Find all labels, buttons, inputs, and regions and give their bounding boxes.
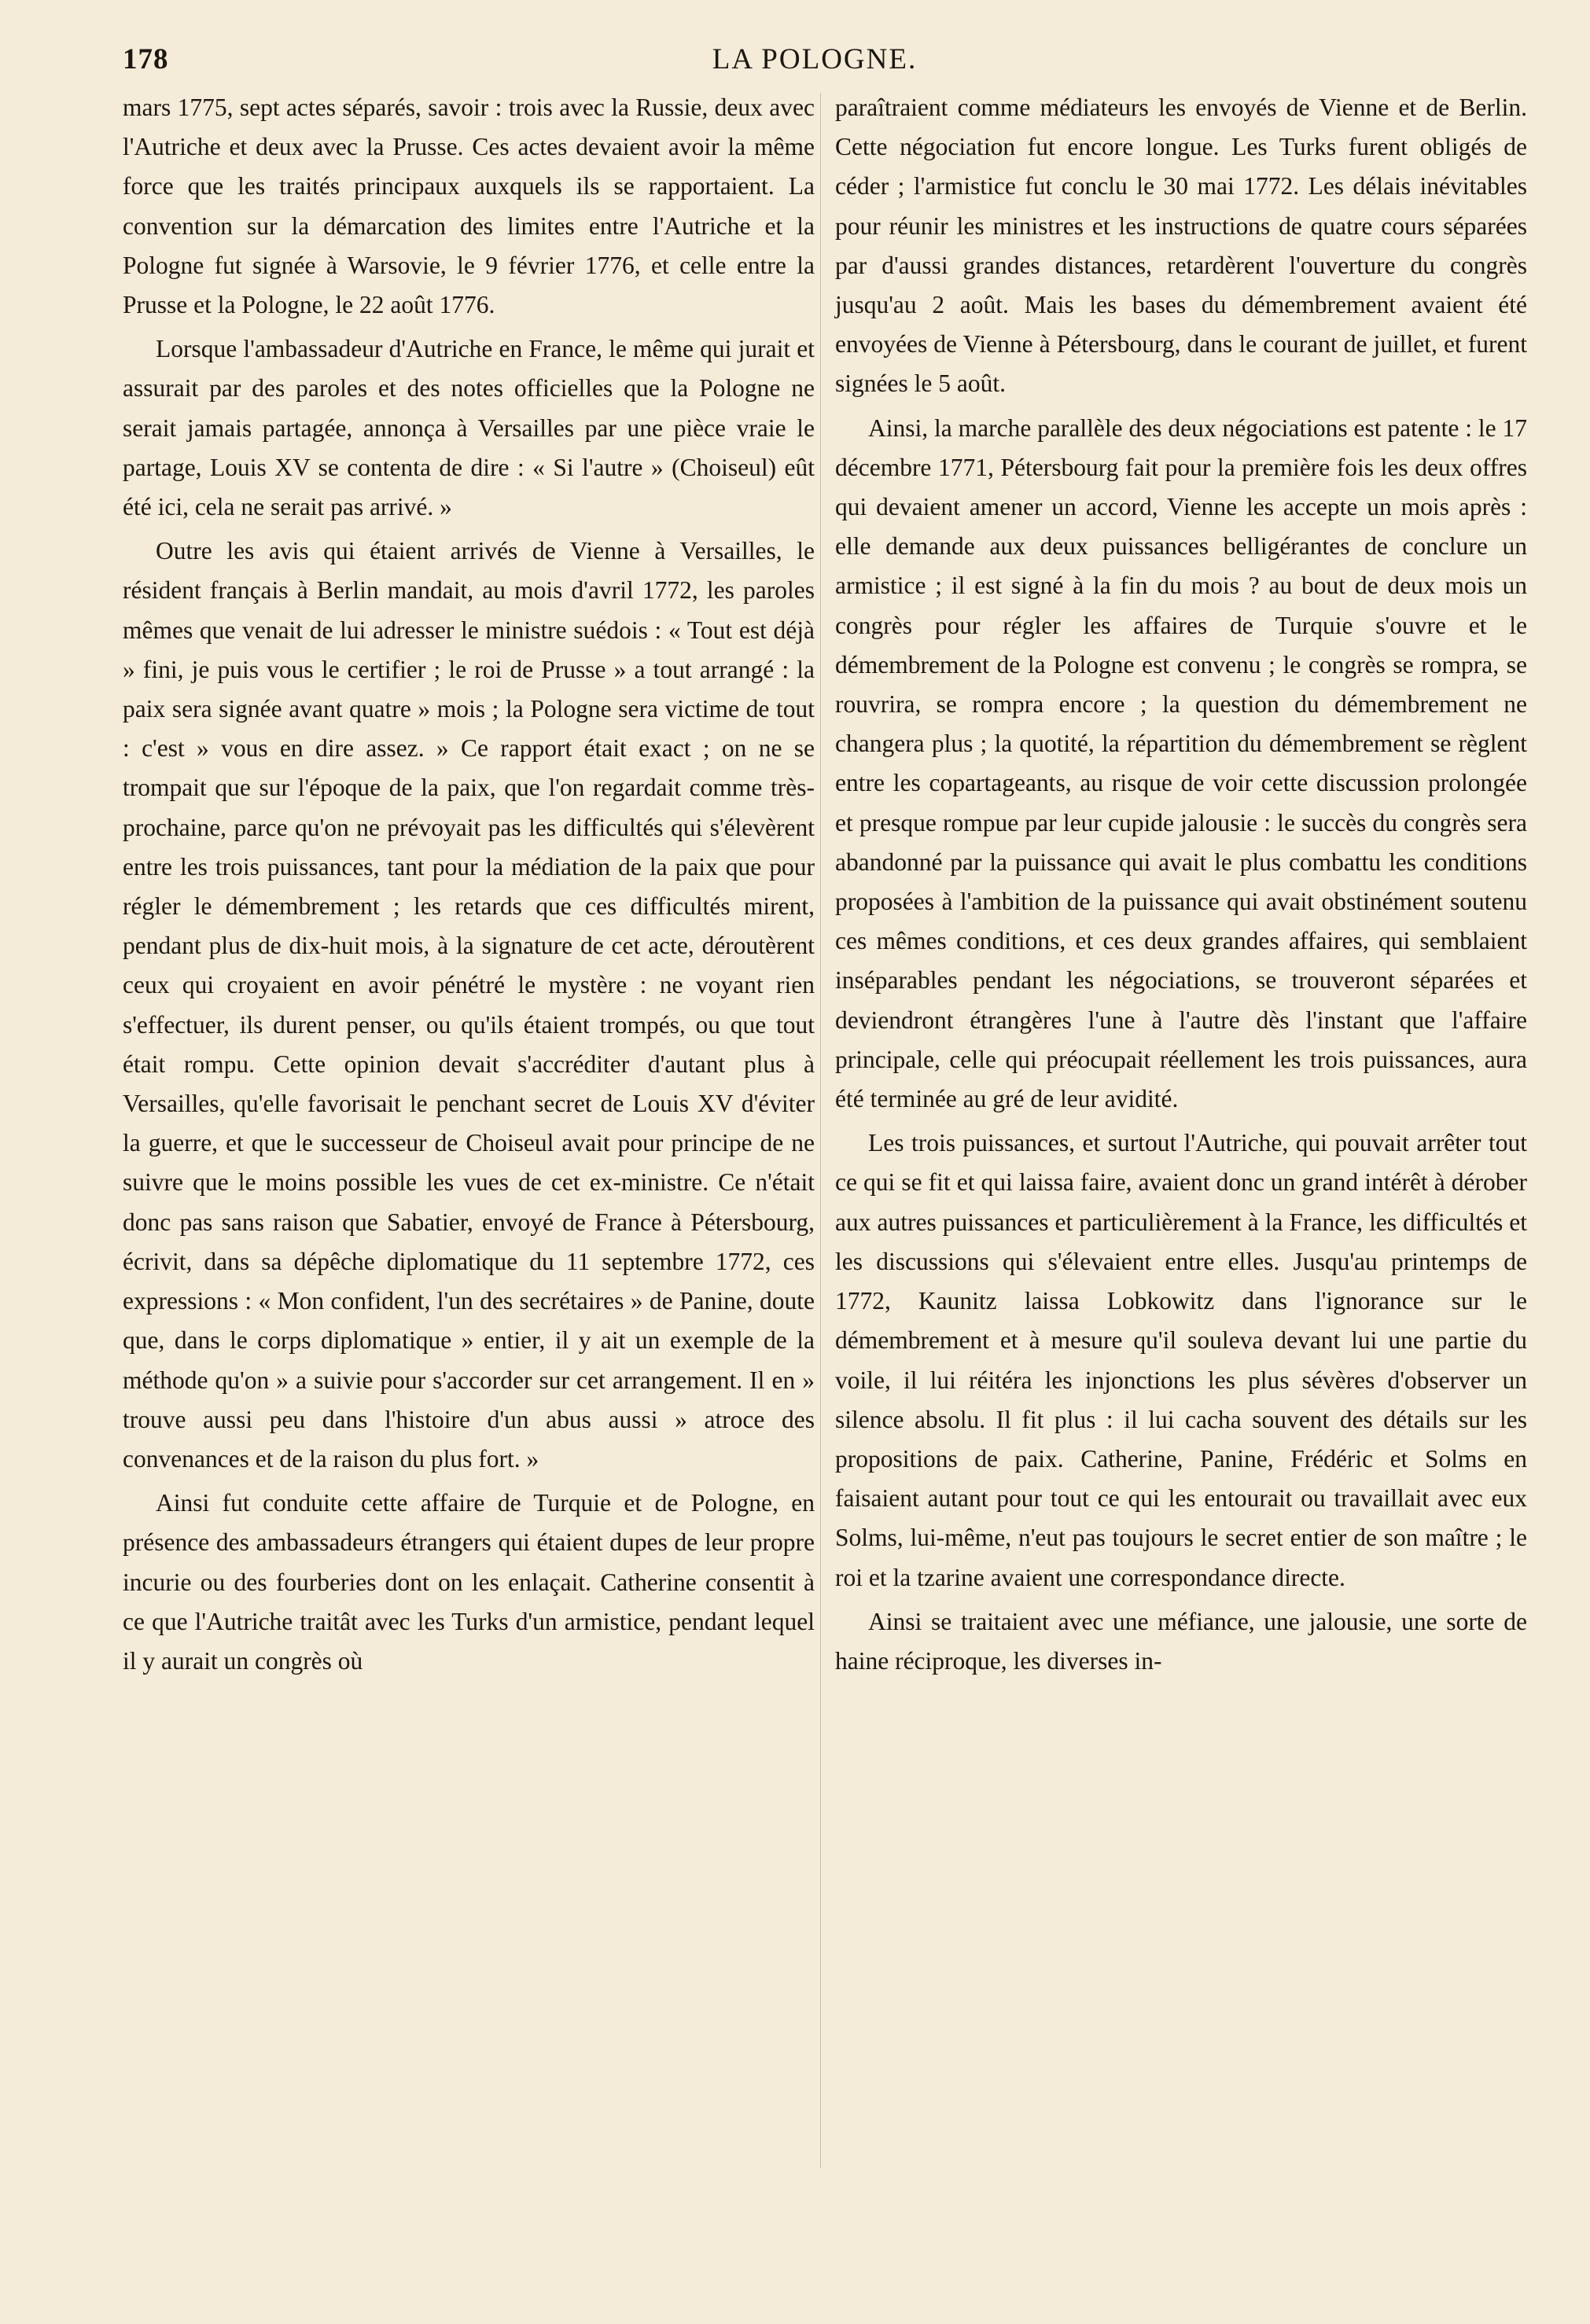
running-head: [123, 42, 1507, 82]
left-column: [123, 88, 815, 1681]
paragraph: Lorsque l'ambassadeur d'Autriche en France, le même qui jurait et assurait par des paroles et des notes officielles que la Pologne ne serait jamais partagée, annonça à Versailles par une pièce vraie le partage, Louis XV se contenta de dire : « Si l'autre » (Choiseul) eût été ici, cela ne serait pas arrivé. »: [123, 335, 815, 521]
paragraph: Outre les avis qui étaient arrivés de Vienne à Versailles, le résident français à Berlin mandait, au mois d'avril 1772, les paroles mêmes que venait de lui adresser le ministre suédois : « Tout est déjà » fini, je puis vous le certifier ; le roi de Prusse » a tout arrangé : la paix sera signée avant quatre » mois ; la Pologne sera victime de tout : c'est » vous en dire assez. » Ce rapport était exact ; on ne se trompait que sur l'époque de la paix, que l'on regardait comme très-prochaine, parce qu'on ne prévoyait pas les difficultés qui s'élevèrent entre les trois puissances, tant pour la médiation de la paix que pour régler le démembrement ; les retards que ces difficultés mirent, pendant plus de dix-huit mois, à la signature de cet acte, déroutèrent ceux qui croyaient en avoir pénétré le mystère : ne voyant rien s'effectuer, ils durent penser, ou qu'ils étaient trompés, ou que tout était rompu. Cette opinion devait s'accréditer d'autant plus à Versailles, qu'elle favorisait le penchant secret de Louis XV d'éviter la guerre, et que le successeur de Choiseul avait pour principe de ne suivre que le moins possible les vues de cet ex-ministre. Ce n'était donc pas sans raison que Sabatier, envoyé de France à Pétersbourg, écrivit, dans sa dépêche diplomatique du 11 septembre 1772, ces expressions : « Mon confident, l'un des secrétaires » de Panine, doute que, dans le corps diplomatique » entier, il y ait un exemple de la méthode qu'on » a suivie pour s'accorder sur cet arrangement. Il en » trouve aussi peu dans l'histoire d'un abus aussi » atroce des convenances et de la raison du plus fort. »: [123, 537, 815, 1473]
paragraph: Ainsi se traitaient avec une méfiance, une jalousie, une sorte de haine réciproque, les diverses in-: [835, 1607, 1527, 1675]
paragraph: Ainsi fut conduite cette affaire de Turquie et de Pologne, en présence des ambassadeurs étrangers qui étaient dupes de leur propre incurie ou des fourberies dont on les enlaçait. Catherine consentit à ce que l'Autriche traitât avec les Turks d'un armistice, pendant lequel il y aurait un congrès où: [123, 1489, 815, 1675]
paragraph: paraîtraient comme médiateurs les envoyés de Vienne et de Berlin. Cette négociation fut encore longue. Les Turks furent obligés de céder ; l'armistice fut conclu le 30 mai 1772. Les délais inévitables pour réunir les ministres et les instructions de quatre cours séparées par d'aussi grandes distances, retardèrent l'ouverture du congrès jusqu'au 2 août. Mais les bases du démembrement avaient été envoyées de Vienne à Pétersbourg, dans le courant de juillet, et furent signées le 5 août.: [835, 94, 1527, 398]
paragraph: Ainsi, la marche parallèle des deux négociations est patente : le 17 décembre 1771, Pétersbourg fait pour la première fois les deux offres qui devaient amener un accord, Vienne les accepte un mois après : elle demande aux deux puissances belligérantes de conclure un armistice ; il est signé à la fin du mois ? au bout de deux mois un congrès pour régler les affaires de Turquie s'ouvre et le démembrement de la Pologne est convenu ; le congrès se rompra, se rouvrira, se rompra encore ; la question du démembrement ne changera plus ; la quotité, la répartition du démembrement se règlent entre les copartageants, au risque de voir cette discussion prolongée et presque rompue par leur cupide jalousie : le succès du congrès sera abandonné par la puissance qui avait le plus combattu les conditions proposées à l'ambition de la puissance qui avait obstinément soutenu ces mêmes conditions, et ces deux grandes affaires, qui semblaient inséparables pendant les négociations, se trouveront séparées et deviendront étrangères l'une à l'autre dès l'instant que l'affaire principale, celle qui préocupait réellement les trois puissances, aura été terminée au gré de leur avidité.: [835, 414, 1527, 1113]
paragraph: Les trois puissances, et surtout l'Autriche, qui pouvait arrêter tout ce qui se fit et qui laissa faire, avaient donc un grand intérêt à dérober aux autres puissances et particulièrement à la France, les difficultés et les discussions qui s'élevaient entre elles. Jusqu'au printemps de 1772, Kaunitz laissa Lobkowitz dans l'ignorance sur le démembrement et à mesure qu'il souleva devant lui une partie du voile, il lui réitéra les injonctions les plus sévères d'observer un silence absolu. Il fit plus : il lui cacha souvent des détails sur les propositions de paix. Catherine, Panine, Frédéric et Solms en faisaient autant pour tout ce qui les entourait ou travaillait avec eux Solms, lui-même, n'eut pas toujours le secret entier de son maître ; le roi et la tzarine avaient une correspondance directe.: [835, 1129, 1527, 1591]
page-number: 178: [123, 43, 169, 75]
paragraph: mars 1775, sept actes séparés, savoir : trois avec la Russie, deux avec l'Autriche et deux avec la Prusse. Ces actes devaient avoir la même force que les traités principaux auxquels ils se rapportaient. La convention sur la démarcation des limites entre l'Autriche et la Pologne fut signée à Warsovie, le 9 février 1776, et celle entre la Prusse et la Pologne, le 22 août 1776.: [123, 94, 815, 319]
running-title: LA POLOGNE.: [712, 43, 918, 75]
column-divider: [820, 93, 821, 2168]
right-column: [835, 88, 1527, 1681]
